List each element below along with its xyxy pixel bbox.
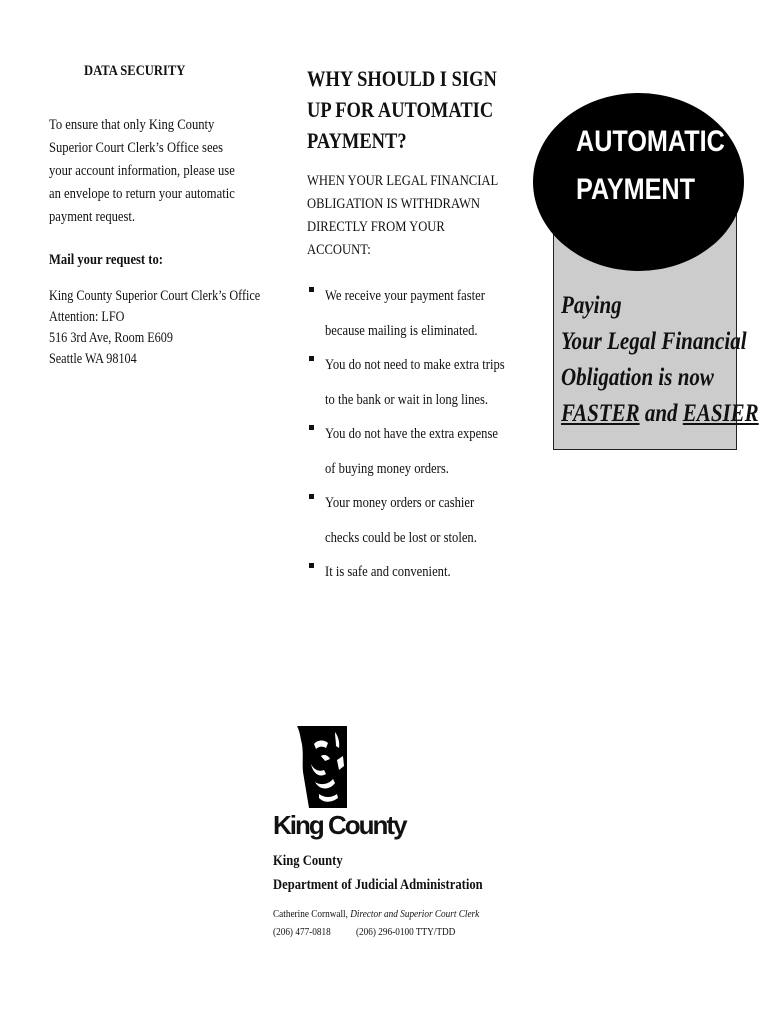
benefit-line: to the bank or wait in long lines. [325,391,489,408]
when-line: OBLIGATION IS WITHDRAWN [307,196,481,212]
phone-line [273,923,479,941]
benefit-line: You do not need to make extra trips [325,357,505,373]
address-line: Seattle WA 98104 [49,351,137,367]
king-county-logo-icon [297,726,347,808]
when-line: DIRECTLY FROM YOUR [307,219,445,235]
address-line: 516 3rd Ave, Room E609 [49,330,173,346]
data-security-text: To ensure that only King County Superior Court Clerk’s Office sees your account information, please use an envelope to return your automatic payment request. [49,117,235,225]
title-line: PAYMENT [576,173,696,206]
benefit-line: checks could be lost or stolen. [325,529,477,546]
tagline-line: Paying [561,292,622,319]
bullet-icon [309,425,314,430]
bullet-icon [309,287,314,292]
mailing-address [49,286,300,370]
data-security-paragraph [49,114,289,229]
org-name: King County [273,853,343,869]
heading-line: PAYMENT? [307,128,407,153]
bullet-icon [309,494,314,499]
and-text: and [639,400,683,427]
benefit-line: You do not have the extra expense [325,426,498,442]
director-title: Director and Superior Court Clerk [350,908,480,920]
king-county-logo-wordmark: King County [273,810,406,840]
bullet-icon [309,356,314,361]
director-contact [273,905,519,941]
data-security-heading-text: DATA SECURITY [84,63,186,79]
when-line: ACCOUNT: [307,242,371,258]
director-name: Catherine Cornwall, [273,908,351,920]
benefit-line: We receive your payment faster [325,288,485,304]
mail-request-heading-text: Mail your request to: [49,252,163,268]
tagline-line: Your Legal Financial [561,328,747,355]
department-name [273,849,523,897]
when-line: WHEN YOUR LEGAL FINANCIAL [307,173,499,189]
tty-number: (206) 296-0100 TTY/TDD [355,926,456,938]
director-line [273,905,479,923]
address-line: Attention: LFO [49,309,125,325]
benefit-line: Your money orders or cashier [325,495,475,511]
tagline-text [561,288,770,432]
benefit-item [307,279,539,348]
mail-request-heading [49,252,185,269]
easier-text: EASIER [682,400,759,427]
automatic-payment-title [576,118,753,214]
bullet-icon [309,563,314,568]
address-line: King County Superior Court Clerk’s Office [49,288,261,304]
phone-number: (206) 477-0818 [273,926,331,938]
title-line: AUTOMATIC [576,125,725,158]
when-withdrawn-text [307,170,535,262]
benefits-list [307,279,539,590]
benefit-item [307,555,539,590]
benefit-line: It is safe and convenient. [325,564,451,580]
why-sign-up-heading [307,63,533,156]
benefit-line: of buying money orders. [325,460,449,477]
heading-line: UP FOR AUTOMATIC [307,97,494,122]
benefit-item [307,417,539,486]
benefit-line: because mailing is eliminated. [325,322,478,339]
department-title: Department of Judicial Administration [273,877,483,893]
benefit-item [307,486,539,555]
tagline-line: Obligation is now [561,364,714,391]
data-security-heading [84,63,205,80]
benefit-item [307,348,539,417]
heading-line: WHY SHOULD I SIGN [307,66,497,91]
tagline-line-faster-easier [561,396,759,432]
faster-text: FASTER [561,400,640,427]
